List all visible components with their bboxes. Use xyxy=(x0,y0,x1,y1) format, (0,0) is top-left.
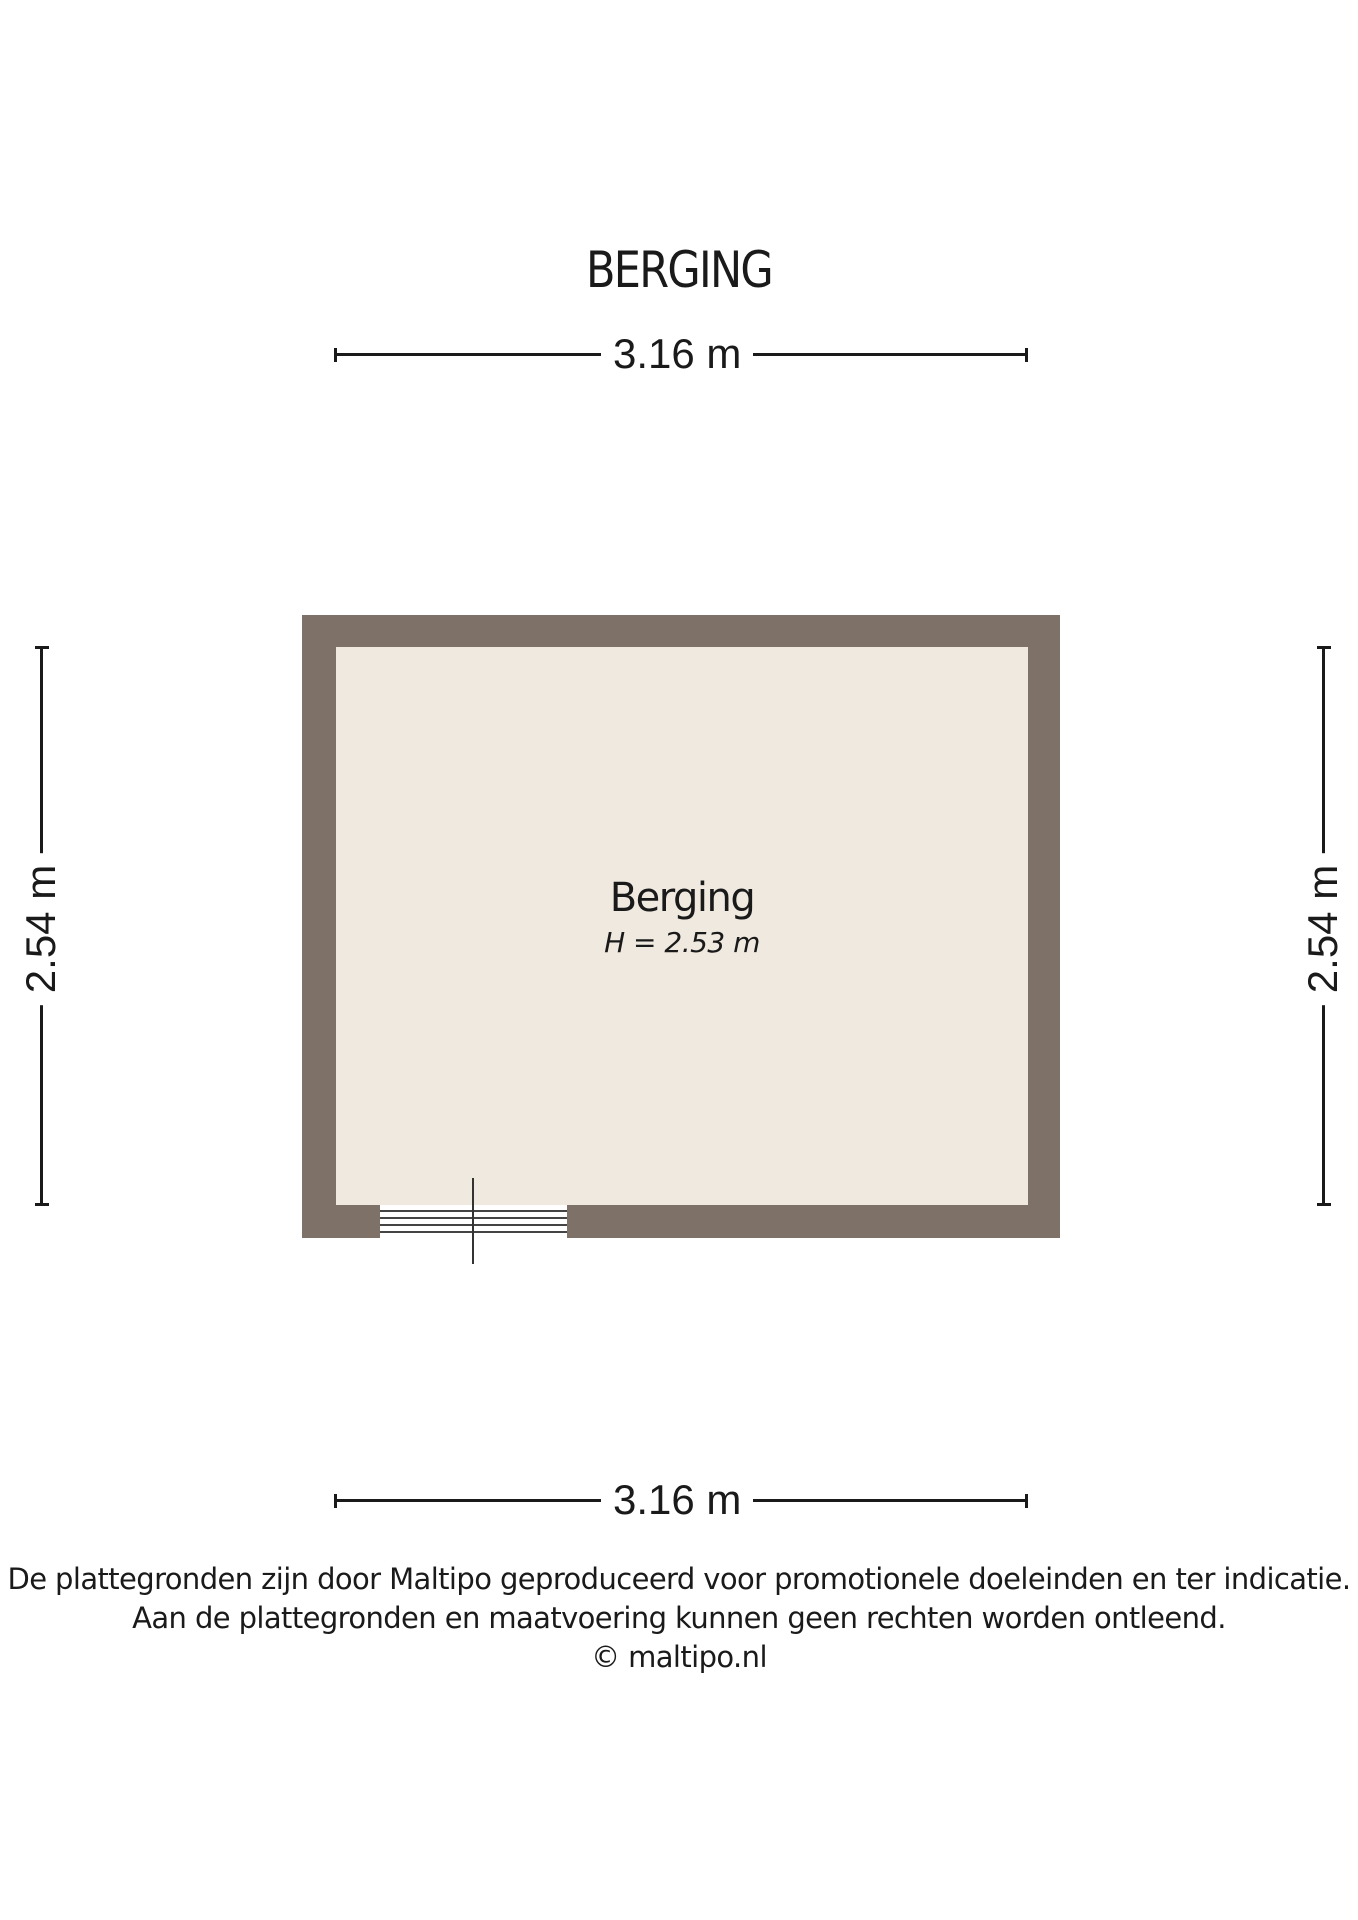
right-dimension-label-wrap xyxy=(1223,864,1358,994)
plan-title: BERGING xyxy=(585,241,773,299)
copyright: © maltipo.nl xyxy=(591,1640,767,1674)
left-dimension-label: 2.54 m xyxy=(17,853,65,1005)
bottom-dimension-tick-right xyxy=(1025,1494,1028,1508)
right-dimension-tick-bottom xyxy=(1317,1203,1331,1206)
bottom-dimension-tick-left xyxy=(334,1494,337,1508)
left-dimension-tick-bottom xyxy=(35,1203,49,1206)
disclaimer-line-1: De plattegronden zijn door Maltipo geproduceerd voor promotionele doeleinden en ter indicatie. xyxy=(7,1562,1351,1596)
room-height: H = 2.53 m xyxy=(604,926,760,959)
bottom-dimension-label: 3.16 m xyxy=(601,1476,753,1524)
door-marker xyxy=(472,1178,474,1264)
left-dimension-tick-top xyxy=(35,646,49,649)
disclaimer-line-2: Aan de plattegronden en maatvoering kunnen geen rechten worden ontleend. xyxy=(132,1601,1226,1635)
room-name: Berging xyxy=(609,875,755,921)
right-dimension-label: 2.54 m xyxy=(1299,853,1347,1005)
right-dimension-tick-top xyxy=(1317,646,1331,649)
top-dimension-label: 3.16 m xyxy=(601,330,753,378)
top-dimension-tick-right xyxy=(1025,348,1028,362)
left-dimension-label-wrap xyxy=(0,864,141,994)
top-dimension-tick-left xyxy=(334,348,337,362)
